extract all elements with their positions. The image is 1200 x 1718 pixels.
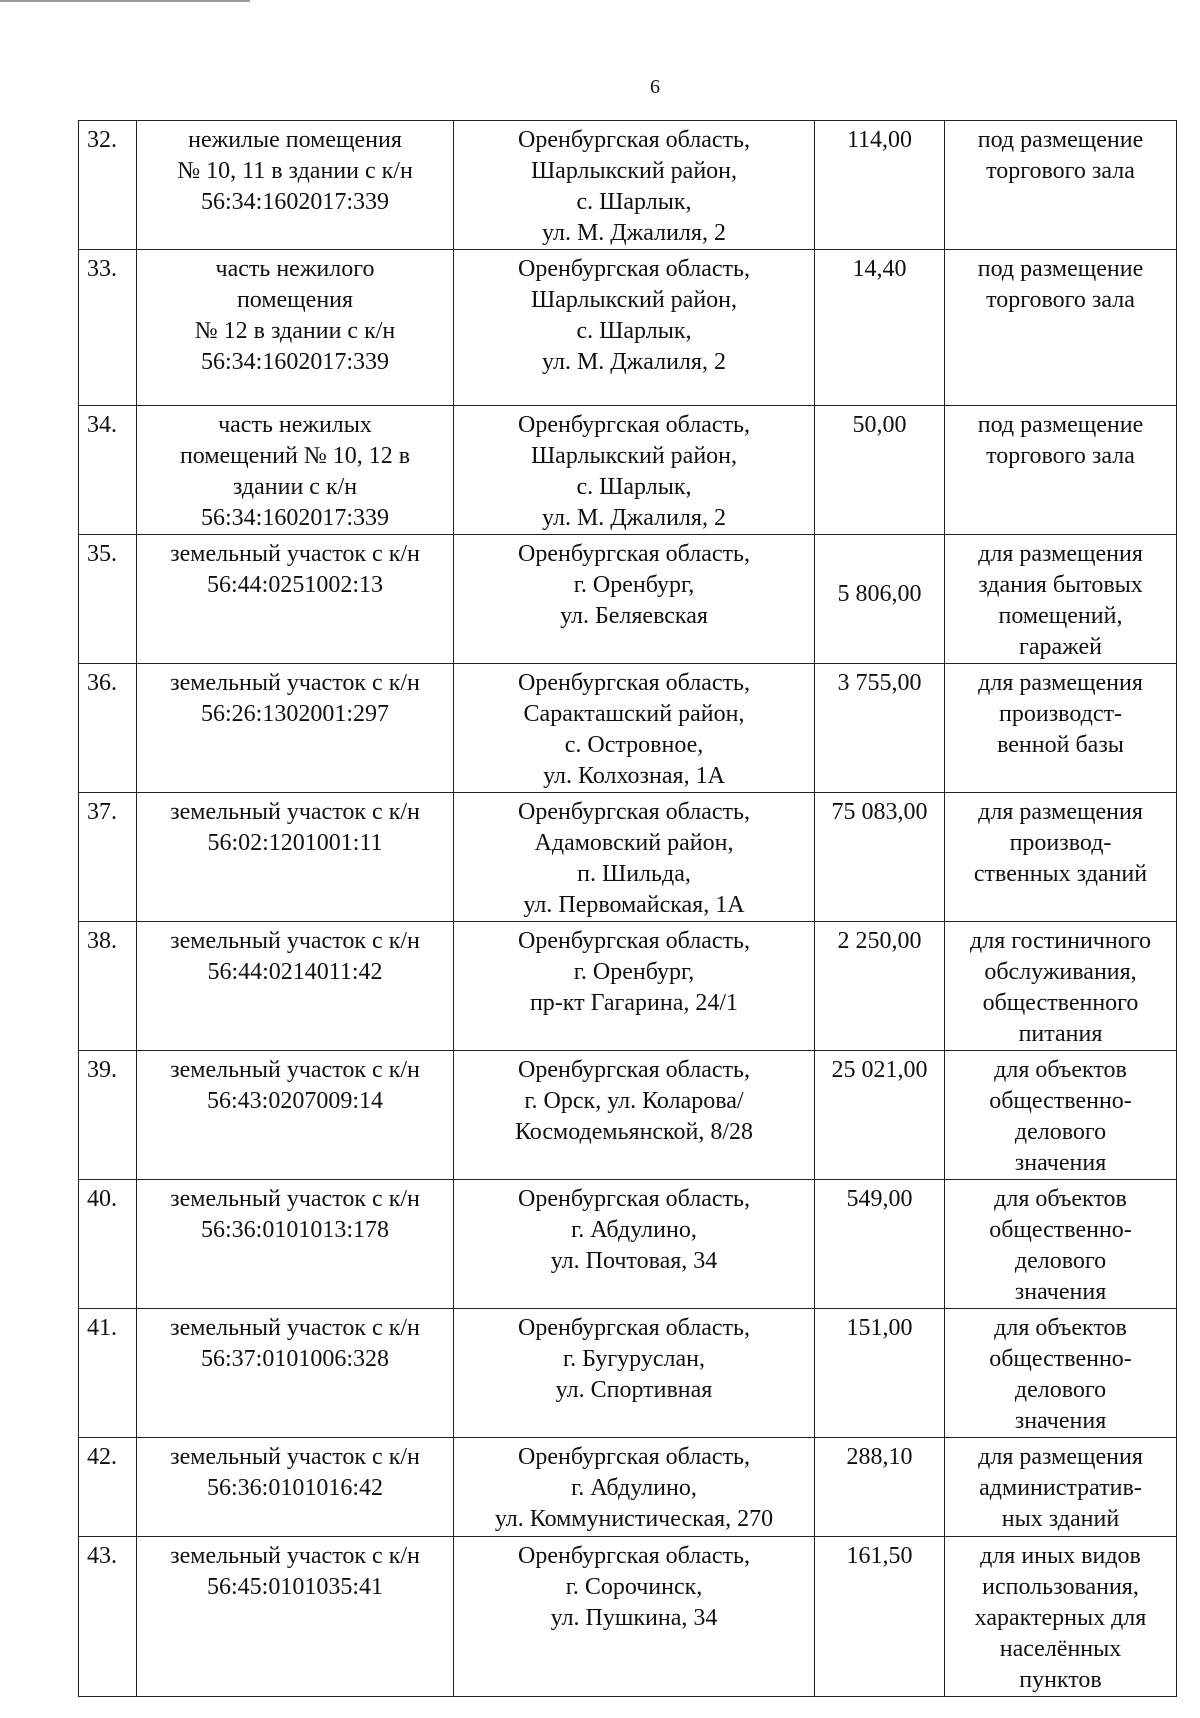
object-description [137, 1438, 454, 1537]
cell-line: ул. М. Джалиля, 2 [542, 505, 726, 531]
cell-line: помещений, [998, 603, 1123, 629]
cell-line: под размещение [977, 256, 1144, 282]
cell-line: № 10, 11 в здании с к/н [177, 158, 413, 184]
page-number: 6 [650, 76, 660, 98]
cell-line: нежилые помещения [188, 127, 402, 153]
cell-line: Саракташский район, [523, 701, 745, 727]
cell-line: характерных для [974, 1605, 1147, 1631]
table-row [79, 1180, 1177, 1309]
cell-line: производ- [1009, 830, 1112, 856]
cell-line: для размещения [978, 799, 1143, 825]
object-purpose [945, 922, 1177, 1051]
cell-line: значения [1014, 1150, 1107, 1176]
cell-line: помещений № 10, 12 в [179, 443, 411, 469]
cell-line: ул. М. Джалиля, 2 [542, 349, 726, 375]
row-number: 37. [79, 793, 137, 922]
object-address [454, 535, 815, 664]
cell-line: г. Сорочинск, [565, 1574, 703, 1600]
row-number: 43. [79, 1537, 137, 1697]
row-number: 39. [79, 1051, 137, 1180]
object-area: 50,00 [815, 406, 945, 535]
cell-line: г. Орск, ул. Коларова/ [524, 1088, 744, 1114]
cell-line: обслуживания, [984, 959, 1137, 985]
cell-line: Оренбургская область, [518, 670, 750, 696]
cell-line: ул. Почтовая, 34 [550, 1248, 718, 1274]
cell-line: для гостиничного [970, 928, 1151, 954]
object-area: 25 021,00 [815, 1051, 945, 1180]
cell-line: ул. Пушкина, 34 [550, 1605, 718, 1631]
object-address [454, 406, 815, 535]
cell-line: торгового зала [986, 158, 1135, 184]
table-row [79, 250, 1177, 406]
cell-line: для объектов [994, 1186, 1127, 1212]
cell-line: Оренбургская область, [518, 412, 750, 438]
cell-line: использования, [982, 1574, 1139, 1600]
object-area: 114,00 [815, 121, 945, 250]
cell-line: для объектов [994, 1057, 1127, 1083]
row-number: 41. [79, 1309, 137, 1438]
object-address [454, 664, 815, 793]
object-description [137, 406, 454, 535]
cell-line: административ- [979, 1475, 1142, 1501]
cell-line: 56:34:1602017:339 [200, 505, 389, 531]
object-purpose [945, 121, 1177, 250]
object-area: 288,10 [815, 1438, 945, 1537]
cell-line: ных зданий [1001, 1506, 1120, 1532]
object-area: 161,50 [815, 1537, 945, 1697]
object-description [137, 922, 454, 1051]
cell-line: для размещения [978, 1444, 1143, 1470]
property-table [78, 120, 1177, 1697]
cell-line: с. Островное, [564, 732, 704, 758]
cell-line: гаражей [1019, 634, 1102, 660]
cell-line: пр-кт Гагарина, 24/1 [529, 990, 739, 1016]
object-address [454, 1537, 815, 1697]
cell-line: значения [1014, 1408, 1107, 1434]
cell-line: Оренбургская область, [518, 1057, 750, 1083]
object-area: 75 083,00 [815, 793, 945, 922]
cell-line: Шарлыкский район, [530, 287, 738, 313]
cell-line: ул. Спортивная [555, 1377, 713, 1403]
object-address [454, 1051, 815, 1180]
object-address [454, 793, 815, 922]
object-address [454, 250, 815, 406]
cell-line: делового [1014, 1377, 1107, 1403]
cell-line: Космодемьянской, 8/28 [514, 1119, 754, 1145]
row-number: 34. [79, 406, 137, 535]
cell-line: часть нежилого [215, 256, 375, 282]
table-row [79, 1309, 1177, 1438]
scan-edge-line [0, 0, 250, 2]
row-number: 38. [79, 922, 137, 1051]
cell-line: земельный участок с к/н [170, 1186, 420, 1212]
cell-line: Оренбургская область, [518, 799, 750, 825]
object-purpose [945, 1309, 1177, 1438]
cell-line: 56:34:1602017:339 [200, 189, 389, 215]
object-address [454, 1180, 815, 1309]
cell-line: ул. Коммунистическая, 270 [494, 1506, 774, 1532]
cell-line: общественно- [989, 1217, 1132, 1243]
cell-line: земельный участок с к/н [170, 541, 420, 567]
cell-line: Оренбургская область, [518, 256, 750, 282]
object-description [137, 535, 454, 664]
cell-line: для размещения [978, 670, 1143, 696]
object-description [137, 1180, 454, 1309]
cell-line: 56:34:1602017:339 [200, 349, 389, 375]
object-description [137, 1051, 454, 1180]
cell-line: ственных зданий [973, 861, 1148, 887]
table-body [79, 121, 1177, 1697]
table-row [79, 1537, 1177, 1697]
cell-line: г. Оренбург, [573, 959, 695, 985]
cell-line: Шарлыкский район, [530, 443, 738, 469]
cell-line: ул. М. Джалиля, 2 [542, 220, 726, 246]
cell-line: питания [1018, 1021, 1103, 1047]
cell-line: торгового зала [986, 287, 1135, 313]
cell-line: № 12 в здании с к/н [194, 318, 396, 344]
cell-line: г. Оренбург, [573, 572, 695, 598]
table-row [79, 793, 1177, 922]
cell-line: земельный участок с к/н [170, 1315, 420, 1341]
object-purpose [945, 1537, 1177, 1697]
object-address [454, 121, 815, 250]
object-purpose [945, 664, 1177, 793]
row-number: 40. [79, 1180, 137, 1309]
object-area: 14,40 [815, 250, 945, 406]
cell-line: ул. Беляевская [560, 603, 708, 629]
cell-line: ул. Первомайская, 1А [523, 892, 745, 918]
object-area: 3 755,00 [815, 664, 945, 793]
cell-line: земельный участок с к/н [170, 799, 420, 825]
object-purpose [945, 1438, 1177, 1537]
row-number: 42. [79, 1438, 137, 1537]
object-description [137, 121, 454, 250]
cell-line: часть нежилых [218, 412, 372, 438]
cell-line: помещения [236, 287, 354, 313]
cell-line: 56:36:0101013:178 [200, 1217, 389, 1243]
cell-line: здании с к/н [232, 474, 358, 500]
cell-line: венной базы [997, 732, 1124, 758]
cell-line: земельный участок с к/н [170, 928, 420, 954]
cell-line: Оренбургская область, [518, 1444, 750, 1470]
object-purpose [945, 793, 1177, 922]
cell-line: земельный участок с к/н [170, 1057, 420, 1083]
object-area: 2 250,00 [815, 922, 945, 1051]
table-row [79, 922, 1177, 1051]
table-row [79, 664, 1177, 793]
row-number: 33. [79, 250, 137, 406]
cell-line: п. Шильда, [577, 861, 691, 887]
object-description [137, 1309, 454, 1438]
object-purpose [945, 250, 1177, 406]
cell-line: производст- [999, 701, 1122, 727]
cell-line: для размещения [978, 541, 1143, 567]
cell-line: 56:44:0251002:13 [206, 572, 383, 598]
object-address [454, 1309, 815, 1438]
object-purpose [945, 1180, 1177, 1309]
object-description [137, 664, 454, 793]
object-description [137, 1537, 454, 1697]
table-row [79, 406, 1177, 535]
cell-line: Оренбургская область, [518, 928, 750, 954]
object-description [137, 793, 454, 922]
cell-line: делового [1014, 1248, 1107, 1274]
cell-line: общественно- [989, 1346, 1132, 1372]
object-address [454, 922, 815, 1051]
object-description [137, 250, 454, 406]
cell-line: торгового зала [986, 443, 1135, 469]
cell-line: 56:02:1201001:11 [207, 830, 383, 856]
object-purpose [945, 535, 1177, 664]
cell-line: здания бытовых [978, 572, 1143, 598]
cell-line: Оренбургская область, [518, 1315, 750, 1341]
cell-line: с. Шарлык, [576, 318, 692, 344]
object-purpose [945, 1051, 1177, 1180]
cell-line: 56:44:0214011:42 [207, 959, 383, 985]
cell-line: Оренбургская область, [518, 541, 750, 567]
row-number: 35. [79, 535, 137, 664]
cell-line: общественно- [989, 1088, 1132, 1114]
cell-line: ул. Колхозная, 1А [543, 763, 725, 789]
table-row [79, 535, 1177, 664]
object-area: 151,00 [815, 1309, 945, 1438]
cell-line: земельный участок с к/н [170, 670, 420, 696]
cell-line: с. Шарлык, [576, 474, 692, 500]
cell-line: 56:26:1302001:297 [200, 701, 389, 727]
row-number: 32. [79, 121, 137, 250]
table-row [79, 1438, 1177, 1537]
cell-line: 56:37:0101006:328 [200, 1346, 389, 1372]
cell-line: 56:43:0207009:14 [206, 1088, 383, 1114]
cell-line: земельный участок с к/н [170, 1543, 420, 1569]
cell-line: для объектов [994, 1315, 1127, 1341]
object-purpose [945, 406, 1177, 535]
cell-line: Оренбургская область, [518, 1186, 750, 1212]
object-area: 5 806,00 [815, 535, 945, 664]
cell-line: населённых [999, 1636, 1122, 1662]
object-address [454, 1438, 815, 1537]
cell-line: Адамовский район, [534, 830, 734, 856]
cell-line: 56:36:0101016:42 [206, 1475, 383, 1501]
cell-line: Оренбургская область, [518, 127, 750, 153]
cell-line: делового [1014, 1119, 1107, 1145]
cell-line: значения [1014, 1279, 1107, 1305]
cell-line: пунктов [1019, 1667, 1102, 1693]
cell-line: для иных видов [980, 1543, 1141, 1569]
cell-line: под размещение [977, 412, 1144, 438]
table-row [79, 121, 1177, 250]
cell-line: г. Абдулино, [571, 1475, 697, 1501]
cell-line: общественного [982, 990, 1139, 1016]
cell-line: г. Бугуруслан, [563, 1346, 705, 1372]
cell-line: земельный участок с к/н [170, 1444, 420, 1470]
cell-line: Оренбургская область, [518, 1543, 750, 1569]
cell-line: с. Шарлык, [576, 189, 692, 215]
cell-line: Шарлыкский район, [530, 158, 738, 184]
cell-line: 56:45:0101035:41 [206, 1574, 383, 1600]
cell-line: под размещение [977, 127, 1144, 153]
row-number: 36. [79, 664, 137, 793]
object-area: 549,00 [815, 1180, 945, 1309]
table-row [79, 1051, 1177, 1180]
cell-line: г. Абдулино, [571, 1217, 697, 1243]
